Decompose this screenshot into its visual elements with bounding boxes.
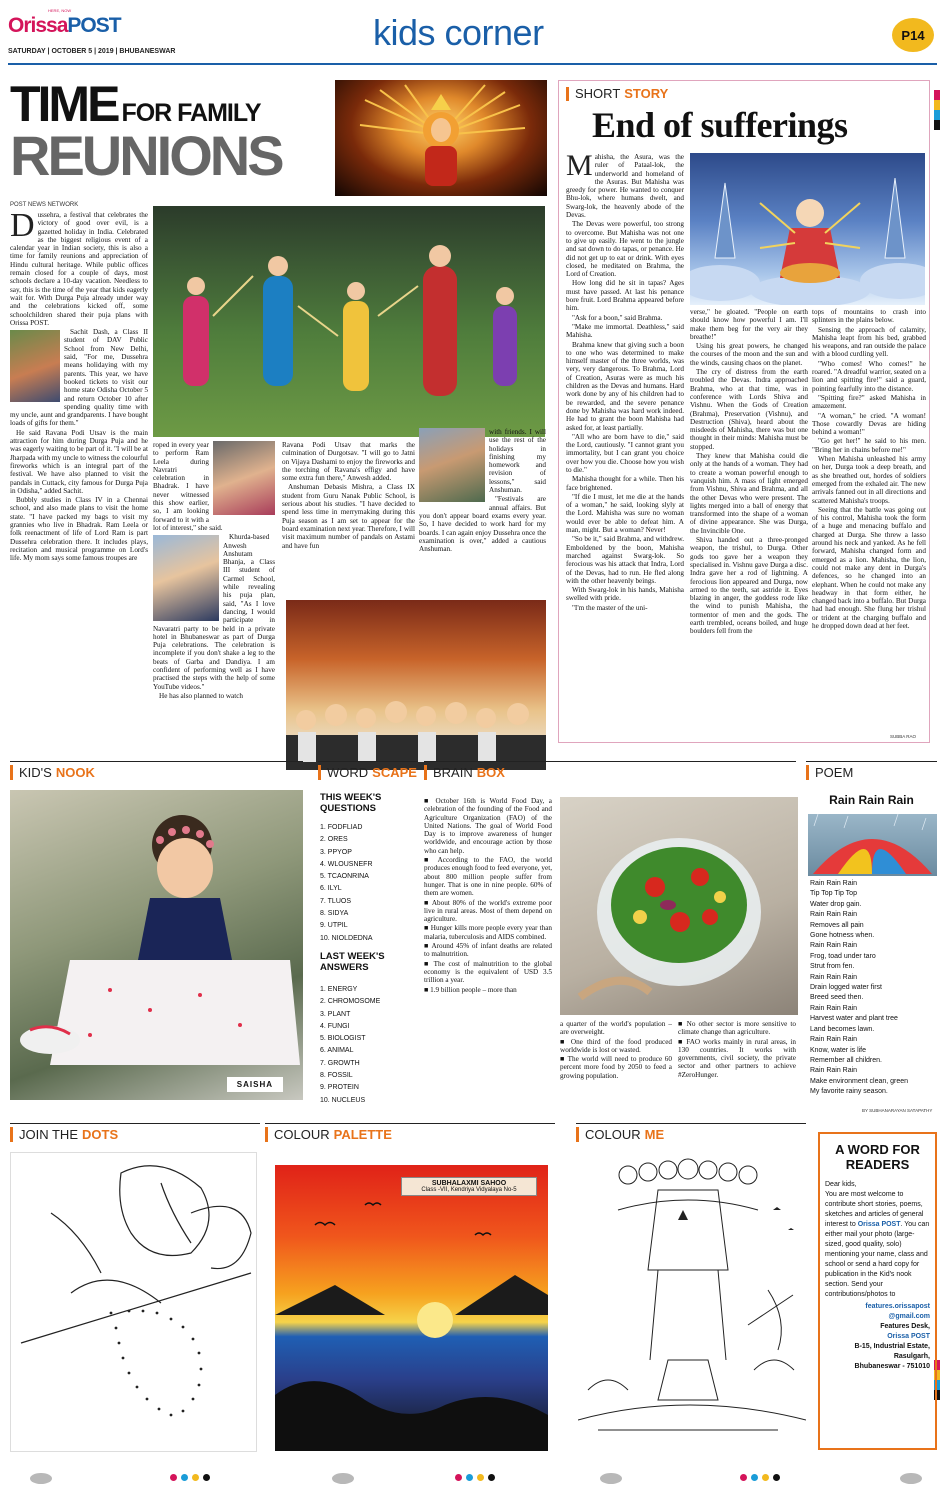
feature-para: "Festivals are annual affairs. But you don't appear board exams every year. So, I have decided to work hard for my boards. I can again enjoy Dussehra once the examination is over," added a cautious Anshuman. [419, 495, 546, 554]
poem-line: Land becomes lawn. [810, 1025, 875, 1033]
answer-item: 5. BIOLOGIST [320, 1035, 366, 1043]
readers-text-2: . You can either mail your photo (large-sized, good quality, solo) mentioning your name, class and school or send a hard copy for publication in the Kid's nook section. Send your contributions/photos to [825, 1221, 930, 1298]
question-item: 4. WLOUSNEFR [320, 860, 373, 868]
answer-item: 10. NUCLEUS [320, 1096, 366, 1104]
registration-mark [332, 1473, 354, 1484]
children-group-photo [286, 600, 546, 770]
brain-fact: ■ One third of the food produced worldwide is lost or wasted. [560, 1037, 672, 1054]
salad-photo [560, 797, 798, 1015]
poem-line: Rain Rain Rain [810, 880, 858, 887]
poem-line: Strut from fen. [810, 963, 855, 971]
readers-brand: Orissa POST [857, 1221, 901, 1228]
poem-line: Rain Rain Rain [810, 1036, 858, 1044]
cmyk-mark-top [934, 90, 940, 130]
answer-item: 1. ENERGY [320, 986, 358, 993]
address-line: Bhubaneswar - 751010 [854, 1363, 930, 1370]
feature-dropcap: D [10, 211, 35, 244]
sachit-photo [10, 330, 60, 402]
join-dots-header [10, 1123, 260, 1145]
address-line: B-15, Industrial Estate, [854, 1343, 930, 1350]
masthead [8, 8, 938, 54]
word-scape-label-b: SCAPE [372, 765, 417, 780]
dateline: SATURDAY | OCTOBER 5 | 2019 | BHUBANESWAR [8, 48, 176, 55]
kids-nook-label-b: NOOK [55, 765, 95, 780]
answer-item: 6. ANIMAL [320, 1047, 354, 1055]
artist-class: Class -VII, Kendriya Vidyalaya No-5 [421, 1187, 517, 1193]
readers-title: A WORD FOR READERS [835, 1142, 920, 1172]
story-para: "All who are born have to die," said the Lord, cautiously. "I cannot grant you immortality, but I can grant you choice over how you die. Choose how you wish to die." [566, 432, 684, 474]
question-item: 10. NIOLDEDNA [320, 934, 373, 942]
story-para: ahisha, the Asura, was the ruler of Pataal-lok, the underworld and homeland of the Asuras. But Mahisha was greedy for power. He wanted to conquer Bhu-lok, where humans dwelt, and Swarg-lok, the heavenly abode of the Devas. [566, 153, 684, 220]
story-title: End of sufferings [592, 105, 848, 145]
story-para: The Devas were powerful, too strong to overcome. But Mahisha was not one to give up easily. He went to the jungle and sat down to do tapas, or penance. He did not get up to eat or drink. With eyes closed, he meditated on Brahma, the Lord of Creation. [566, 220, 684, 279]
story-column-1 [566, 153, 684, 738]
brain-fact: ■ Around 45% of infant deaths are related to malnutrition. [424, 942, 552, 959]
kids-nook-header [10, 761, 303, 783]
brain-box-column-3 [678, 1020, 796, 1100]
story-para: Mahisha thought for a while. Then his face brightened. [566, 475, 684, 492]
colour-palette-label-b: PALETTE [333, 1127, 392, 1142]
story-para: "So be it," said Brahma, and withdrew. Emboldened by the boon, Mahisha marched against Swarg-lok. So ferocious was his attack that Indra, Lord of the Devas, had to run. He fled along with the other heavenly beings. [566, 535, 684, 585]
word-scape-label-a: WORD [327, 765, 369, 780]
artist-label [401, 1177, 537, 1196]
colour-me-label-a: COLOUR [585, 1127, 641, 1142]
questions-list [320, 822, 405, 945]
feature-para: Sachit Dash, a Class II student of DAV Public School from New Delhi, said, "For me, Dussehra means holidaying with my parents. This year, we have booked tickets to visit our home state Odisha October 5 and return October 10 after spending quality time with my uncle, aunt and grandparents. I have bought loads of gifts for them." [10, 328, 148, 428]
headline-for-family: FOR FAMILY [121, 99, 261, 127]
poem-line: Water drop gain. [810, 900, 862, 908]
artist-name: SUBHALAXMI SAHOO [431, 1180, 507, 1187]
join-dots-label-a: JOIN THE [19, 1127, 78, 1142]
poem-header [806, 761, 937, 783]
poem-line: Rain Rain Rain [810, 1067, 858, 1075]
logo-orissa: Orissa [8, 14, 68, 37]
story-para: Seeing that the battle was going out of his control, Mahisha took the form of a huge and menacing buffalo and charged at Durga. She threw a lasso around his neck and yanked. As he fell forward, Mahisha changed form and emerged as a lion. Mahisha, the lion, could not make any dent in Durga's defences, so he changed into an elephant. When he could not make any headway in that form either, he changed back into a buffalo. But Durga had had enough. She flung her trishul or trident at the charging buffalo and he dropped down dead at her feet. [812, 505, 926, 630]
feature-byline: POST NEWS NETWORK [10, 202, 79, 208]
brain-fact: ■ Hunger kills more people every year than malaria, tuberculosis and AIDS combined. [424, 924, 552, 941]
poem-line: Make environment clean, green [810, 1077, 909, 1085]
question-item: 6. ILYL [320, 885, 342, 893]
feature-column-2 [153, 441, 275, 771]
address-line: Rasulgarh, [893, 1353, 930, 1360]
brain-fact: ■ FAO works mainly in rural areas, in 130 countries. It works with governments, civil society, the private sector and other partners to achieve #ZeroHunger. [678, 1037, 796, 1079]
photo-caption: SAISHA [227, 1077, 283, 1092]
story-para: The cry of distress from the earth troubled the Devas. Indra approached Brahma, who at that time, was in conference with Lords Shiva and Vishnu. When the Gods of Creation (Brahma), Preservation (Vishnu), and Destruction (Shiva), heard about the misdeeds of Mahisha, there was but one thought in their minds: Mahisha must be stopped. [690, 368, 808, 451]
feature-column-1 [10, 211, 148, 771]
brain-box-label-b: BOX [476, 765, 505, 780]
cmyk-dots [170, 1474, 210, 1481]
story-para: Brahma knew that giving such a boon to one who was determined to make himself master of the three worlds, was very, very dangerous. To Brahma, Lord of Creation, Asuras were as much his children as the Devas and humans. Hard work done by any of his children had to be rewarded, and the severe penance done by Mahisha was hard work indeed. He had to grant the boon Mahisha had asked for, at least partially. [566, 340, 684, 432]
durga-illustration [690, 153, 925, 305]
bubbly-photo [213, 441, 275, 515]
poem-label: POEM [815, 765, 854, 780]
story-para: verse," he gloated. "People on earth should know how powerful I am. I'll make them beg for the very air they breathe!" [690, 308, 808, 341]
kids-nook-label-a: KID'S [19, 765, 52, 780]
story-para: "Make me immortal. Deathless," said Mahisha. [566, 322, 684, 340]
poem-line: Breed seed then. [810, 994, 864, 1002]
answer-item: 2. CHROMOSOME [320, 998, 381, 1006]
story-para: How long did he sit in tapas? Ages must have passed. At last his penance bore fruit. Lord Brahma appeared before him. [566, 279, 684, 313]
brain-fact: ■ 1.9 billion people – more than [424, 985, 517, 994]
feature-column-3 [282, 441, 415, 599]
logo-post: POST [67, 14, 121, 37]
brain-fact: ■ About 80% of the world's extreme poor live in rural areas. Most of them depend on agriculture. [424, 898, 552, 924]
saisha-photo [10, 790, 303, 1100]
questions-heading: THIS WEEK'S QUESTIONS [320, 792, 382, 814]
registration-mark [30, 1473, 52, 1484]
sunset-painting [275, 1165, 548, 1451]
answer-item: 3. PLANT [320, 1010, 351, 1018]
ravana-colouring-drawing [578, 1150, 806, 1452]
story-para: "Go get her!" he said to his men. "Bring her in chains before me!" [812, 437, 926, 454]
brain-fact: ■ No other sector is more sensitive to climate change than agriculture. [678, 1020, 796, 1037]
masthead-rule [8, 63, 937, 65]
story-para: Using his great powers, he changed the courses of the moon and the sun and the winds, causing chaos on the planet. [690, 342, 808, 367]
page-number-badge [892, 18, 934, 52]
story-para: "If die I must, let me die at the hands of a woman," he said, looking slyly at the Lord. Mahisha was sure no woman would ever be able to defeat him. A man, might. But a woman? Never! [566, 492, 684, 535]
poem-line: Rain Rain Rain [810, 942, 858, 950]
address-line: Orissa POST [887, 1333, 930, 1340]
word-scape-header [318, 761, 418, 783]
answer-item: 7. GROWTH [320, 1059, 360, 1067]
garba-dance-photo [153, 206, 545, 437]
story-para: With Swarg-lok in his hands, Mahisha swelled with pride. [566, 586, 684, 603]
question-item: 1. FODFLIAD [320, 824, 363, 831]
story-credit: SUBBA RAO [890, 734, 917, 739]
feature-para: He said Ravana Podi Utsav is the main attraction for him during Durga Puja and he was eagerly waiting to be part of it. "I will be at Jharpada with my uncle to witness the colourful fireworks which is an integral part of the festival. We have also planned to visit the pandals in Cuttack, city famous for Durga Puja in Odisha," added Sachit. [10, 428, 148, 495]
readers-greeting: Dear kids, [825, 1181, 857, 1188]
story-dropcap: M [566, 153, 593, 182]
feature-headline [10, 76, 330, 187]
poem-line: Gone hotness when. [810, 932, 875, 940]
readers-address [825, 1322, 930, 1372]
poem-body [810, 879, 935, 1098]
feature-para: Khurda-based Anwesh Anshutam Bhanja, a Class III student of Carmel School, while revealing his puja plan, said, "As I love dancing, I would participate in Navaratri party to be held in a private hotel in Bhubaneswar as part of Durga Puja celebrations. The celebration is incomplete if you don't shake a leg to the beats of Garba and Dandiya. I am confident of performing well as I have practised the steps with the help of some YouTube videos." [153, 533, 275, 691]
brain-fact: ■ The world will need to produce 60 percent more food by 2050 to feed a growing population. [560, 1055, 672, 1080]
poem-line: Know, water is life [810, 1046, 867, 1054]
feature-para: Anshuman Debasis Mishra, a Class IX student from Guru Nanak Public School, is serious about his studies. "I have decided to spend less time in merrymaking during this Puja season as I am set to appear for the board examination next year. Therefore, I will visit maximum number of pandals on Astami and have fun [282, 483, 415, 550]
story-para: Shiva handed out a three-pronged weapon, the trishul, to Durga. Other gods too gave her a weapon they specialised in. Vishnu gave Durga a disc. Indra gave her a rod of lightning. A ferocious lion appeared and Durga, now armed to the teeth, sat astride it. Eyes blazing in anger, the goddess rode like the wind to punish Mahisha, the tormentor of men and the gods. The earth trembled, oceans boiled, and huge boulders fell from the [690, 536, 808, 636]
poem-line: Removes all pain [810, 921, 864, 929]
anshuman-photo [419, 428, 485, 502]
story-para: "Ask for a boon," said Brahma. [572, 313, 663, 322]
story-para: "Spitting fire?" asked Mahisha in amazement. [812, 393, 926, 411]
answers-heading: LAST WEEK'S ANSWERS [320, 951, 385, 973]
page-number: P14 [901, 27, 925, 43]
logo [8, 14, 121, 38]
headline-time: TIME [10, 76, 118, 132]
durga-idol-photo [335, 80, 547, 196]
story-para: "I'm the master of the uni- [572, 603, 648, 612]
anwesh-photo [153, 535, 219, 621]
cmyk-dots [455, 1474, 495, 1481]
brain-box-column-1 [424, 797, 552, 1097]
join-dots-label-b: DOTS [82, 1127, 119, 1142]
answers-list [320, 984, 405, 1107]
readers-text: You are most welcome to contribute short stories, poems, sketches and articles of general interest to [825, 1191, 924, 1228]
poem-line: Harvest water and plant tree [810, 1015, 898, 1023]
readers-body [825, 1180, 930, 1372]
colour-palette-label-a: COLOUR [274, 1127, 330, 1142]
brain-fact: ■ According to the FAO, the world produces enough food to feed everyone, yet, about 800 million people suffer from hunger. That is one in nine people. 60% of them are women. [424, 856, 552, 898]
poem-line: Remember all children. [810, 1056, 882, 1064]
brain-fact: a quarter of the world's population – are overweight. [560, 1020, 672, 1037]
logo-tagline: HERE, NOW [48, 8, 72, 13]
brain-fact: ■ October 16th is World Food Day, a celebration of the founding of the Food and Agriculture Organization (FAO) of the United Nations. The goal of World Food Day is to improve awareness of hunger worldwide, and encourage action by those who can help. [424, 797, 552, 855]
registration-mark [900, 1473, 922, 1484]
story-para: They knew that Mahisha could die only at the hands of a woman. They had to create a woman powerful enough to vanquish him. A mass of light emerged from Vishnu, Shiva and Brahma, and all the other Devas who were present. The lights merged into a ball of energy that transformed into the shape of a woman of divine appearance. She was Durga, the Invincible One. [690, 452, 808, 535]
answer-item: 4. FUNGI [320, 1022, 350, 1030]
story-para: When Mahisha unleashed his army on her, Durga took a deep breath, and as she breathed out, hordes of soldiers emerged from the exhaled air. The new arrivals fanned out in all directions and scattered Mahisha's troops. [812, 455, 926, 505]
question-item: 9. UTPIL [320, 922, 348, 930]
poem-line: Rain Rain Rain [810, 1004, 858, 1012]
feature-para: roped in every year to perform Ram Leela during Navratri celebration in Bhadrak. I have never witnessed this show earlier, so, I am looking forward to it with a lot of interest," she said. [153, 441, 223, 532]
readers-email[interactable]: features.orissapost @gmail.com [865, 1303, 930, 1320]
section-title: kids corner [373, 12, 544, 53]
story-para: "Who comes! Who comes!" he roared. "A dreadful warrior, seated on a lion and spitting fire!" said a guard, pointing fearfully into the distance. [812, 359, 926, 393]
story-para: Sensing the approach of calamity, Mahisha leapt from his bed, grabbed his weapons, and ran outside the palace with a blood curdling yell. [812, 325, 926, 359]
poem-line: Rain Rain Rain [810, 911, 858, 919]
question-item: 5. TCAONRINA [320, 873, 369, 881]
headline-reunions: REUNIONS [10, 124, 282, 187]
join-dots-drawing [10, 1152, 257, 1452]
cmyk-dots [740, 1474, 780, 1481]
feature-para: Ravana Podi Utsav that marks the culmination of Durgotsav. "I will go to Jatni on Vijaya Dashami to enjoy the fireworks and the torching of Ravana's effigy and have some extra fun there," Anwesh added. [282, 441, 415, 483]
address-line: Features Desk, [880, 1323, 930, 1330]
story-label-short: SHORT [575, 86, 621, 101]
answer-item: 9. PROTEIN [320, 1084, 359, 1092]
poem-credit: BY SUBHANARAYAN SATAPATHY [862, 1108, 933, 1113]
story-para: "A woman," he cried. "A woman! Those cowardly Devas are hiding behind a woman!" [812, 411, 926, 437]
poem-line: Rain Rain Rain [810, 973, 858, 981]
story-para: tops of mountains to crash into splinters in the plains below. [812, 308, 926, 325]
feature-para: ussehra, a festival that celebrates the victory of good over evil, is a gazetted holiday in India. Celebrated as the biggest religious event of a calendar year in Indian society, this is also a time for family reunions and appreciation of Hindu cultural heritage. While public offices remain closed for a couple of days, most schools declare a 10-day vacation. Needless to say, this is the time of the year that kids eagerly wait for. With Durga Puja already under way and the celebrations kicked off, some schoolchildren shared their puja plans with Orissa POST. [10, 211, 148, 327]
poem-line: Frog, toad under taro [810, 952, 876, 960]
umbrella-rain-photo [808, 814, 937, 876]
answer-item: 8. FOSSIL [320, 1072, 353, 1080]
poem-line: Drain logged water first [810, 984, 882, 992]
colour-palette-header [265, 1123, 555, 1145]
brain-box-header [424, 761, 796, 783]
question-item: 3. PPYOP [320, 848, 352, 856]
poem-line: Tip Top Tip Top [810, 890, 857, 898]
story-label [566, 86, 668, 101]
story-label-story: STORY [624, 86, 669, 101]
story-column-3 [812, 308, 926, 734]
brain-box-column-2 [560, 1020, 672, 1100]
story-column-2 [690, 308, 808, 738]
feature-para: with friends. I will use the rest of the holidays in finishing my homework and revision of lessons," said Anshuman. [489, 428, 546, 495]
poem-line: My favorite rainy season. [810, 1088, 888, 1096]
brain-box-label-a: BRAIN [433, 765, 473, 780]
feature-para: Bubbly studies in Class IV in a Chennai school, and also made plans to visit the home state. "I have packed my bags to visit my grannies who live in Bhadrak. Ram Leela or folk reenactment of life of Lord Ram is part Dussehra celebration there. It includes plays, recitation and musical programme on Lord's life. My mom says some famous troupes are [10, 496, 148, 563]
feature-column-4 [419, 428, 546, 598]
registration-mark [600, 1473, 622, 1484]
colour-me-header [576, 1123, 806, 1145]
question-item: 2. ORES [320, 836, 348, 844]
brain-fact: ■ The cost of malnutrition to the global economy is the equivalent of USD 3.5 trillion a year. [424, 959, 552, 985]
question-item: 7. TLUOS [320, 897, 351, 905]
question-item: 8. SIDYA [320, 910, 349, 918]
poem-title: Rain Rain Rain [829, 793, 914, 807]
readers-box [818, 1132, 937, 1450]
colour-me-label-b: ME [644, 1127, 665, 1142]
feature-para: He has also planned to watch [159, 691, 244, 700]
